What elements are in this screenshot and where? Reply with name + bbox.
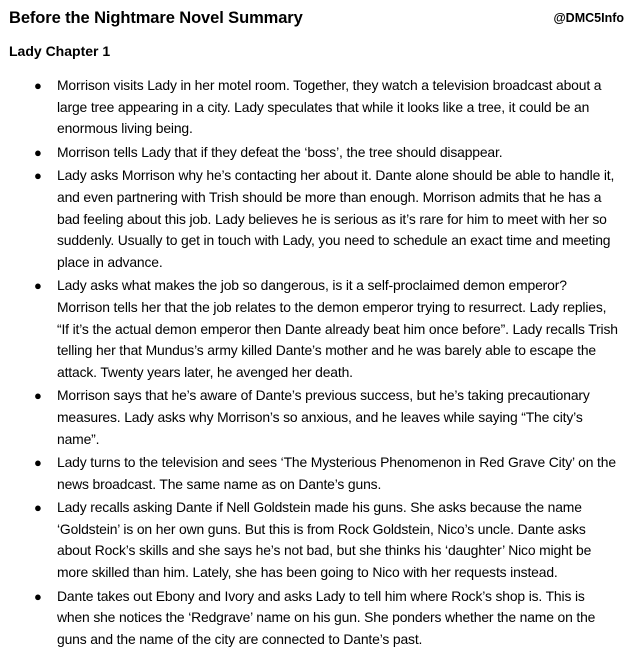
document-title: Before the Nightmare Novel Summary — [9, 9, 303, 27]
document-header — [9, 9, 624, 33]
bullet-icon: ● — [34, 168, 42, 184]
list-item-text: Lady recalls asking Dante if Nell Goldstein made his guns. She asks because the name ‘Goldstein’ is on her own guns. But this is from Rock Goldstein, Nico’s uncle. Dante asks about Rock’s skills and she says he’s not bad, but she thinks his ‘daughter’ Nico might be more skilled than him. Lately, she has been going to Nico with her requests instead. — [57, 499, 592, 581]
list-item — [34, 452, 620, 495]
summary-list — [34, 75, 620, 652]
list-item-text: Morrison says that he’s aware of Dante’s previous success, but he’s taking precautionary measures. Lady asks why Morrison’s so anxious, and he leaves while saying “The city’s name”. — [57, 387, 590, 447]
bullet-icon: ● — [34, 78, 42, 93]
list-item — [34, 385, 620, 450]
list-item-text: Lady turns to the television and sees ‘The Mysterious Phenomenon in Red Grave City’ on the news broadcast. The same name as on Dante’s guns. — [57, 454, 616, 492]
list-item — [34, 165, 620, 273]
list-item-text: Dante takes out Ebony and Ivory and asks Lady to tell him where Rock’s shop is. This is when she notices the ‘Redgrave’ name on his gun. She ponders whether the name on the guns and the name of the city are connected to Dante’s past. — [57, 587, 596, 647]
list-item-text: Morrison visits Lady in her motel room. Together, they watch a television broadcast about a large tree appearing in a city. Lady speculates that while it looks like a tree, it could be an enormous living being. — [57, 77, 602, 137]
bullet-icon: ● — [34, 144, 42, 160]
list-item-text: Lady asks what makes the job so dangerous, is it a self-proclaimed demon emperor? Morrison tells her that the job relates to the demon emperor trying to resurrect. Lady replies, “If it’s the actual demon emperor then Dante already beat him once before”. Lady recalls Trish telling her that Mundus’s army killed Dante’s mother and he was barely able to escape the attack. Twenty years later, he avenged her death. — [57, 277, 618, 380]
bullet-icon: ● — [34, 278, 42, 294]
list-item — [34, 275, 620, 383]
list-item — [34, 497, 620, 583]
list-item-text: Lady asks Morrison why he’s contacting her about it. Dante alone should be able to handle it, and even partnering with Trish should be more than enough. Morrison admits that he has a bad feeling about this job. Lady believes he is serious as it’s rare for him to meet with her so suddenly. Usually to get in touch with Lady, you need to schedule an exact time and meeting place in advance. — [57, 167, 615, 270]
list-item — [34, 142, 620, 164]
bullet-icon: ● — [34, 500, 42, 516]
bullet-icon: ● — [34, 388, 42, 404]
author-handle: @DMC5Info — [553, 11, 624, 25]
section-heading: Lady Chapter 1 — [9, 43, 111, 59]
list-item — [34, 586, 620, 651]
list-item-text: Morrison tells Lady that if they defeat the ‘boss’, the tree should disappear. — [57, 143, 503, 160]
bullet-icon: ● — [34, 455, 42, 471]
list-item — [34, 75, 620, 140]
bullet-icon: ● — [34, 588, 42, 604]
